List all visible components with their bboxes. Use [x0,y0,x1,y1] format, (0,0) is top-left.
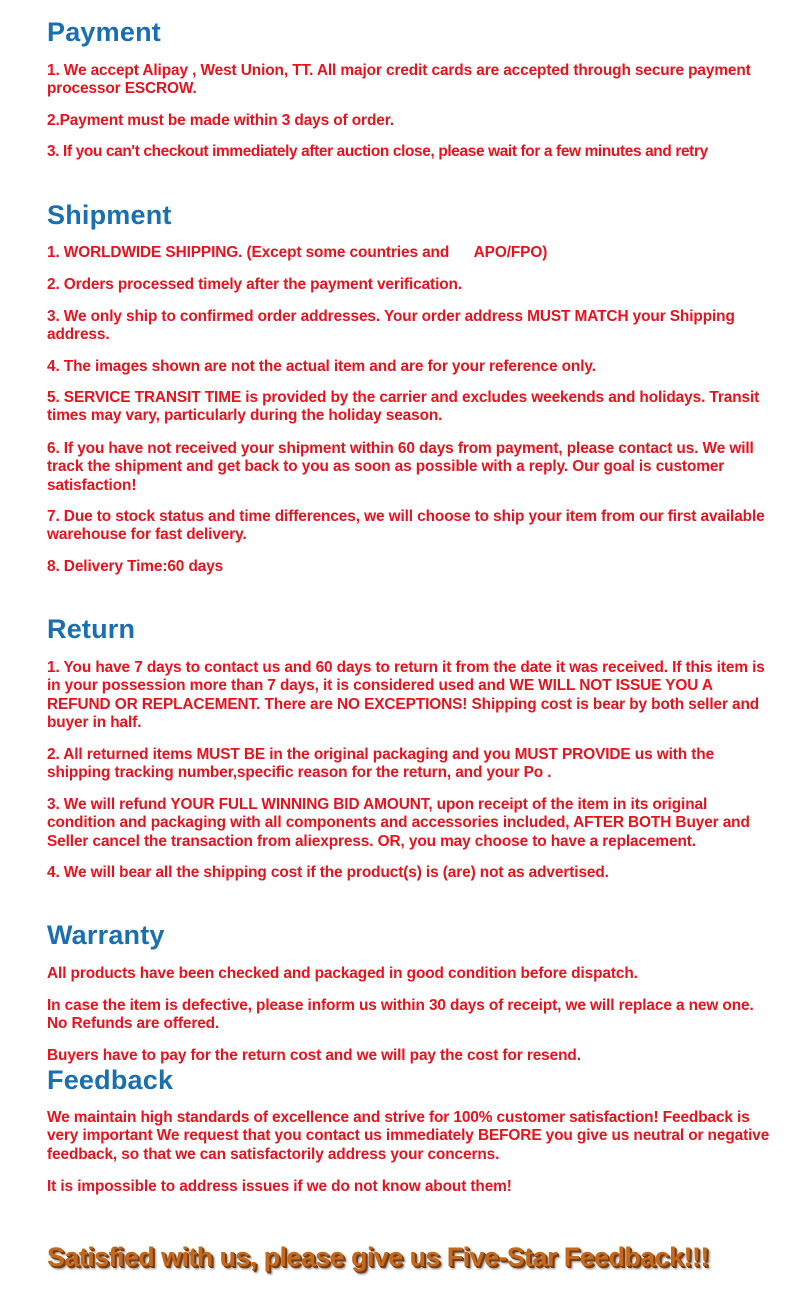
payment-heading: Payment [47,17,161,47]
warranty-item-2: In case the item is defective, please inform us within 30 days of receipt, we will replace a new one. No Refunds are offered. [47,997,754,1033]
shipment-item-4: 4. The images shown are not the actual item and are for your reference only. [47,358,596,375]
payment-item-1: 1. We accept Alipay , West Union, TT. All major credit cards are accepted through secure payment processor ESCROW. [47,62,751,98]
return-item-1: 1. You have 7 days to contact us and 60 days to return it from the date it was received. If this item is in your possession more than 7 days, it is considered used and WE WILL NOT ISSUE YOU A REFUND OR REPLACEMENT. There are NO EXCEPTIONS! Shipping cost is bear by both seller and buyer in half. [47,659,765,731]
warranty-heading: Warranty [47,920,165,950]
return-heading: Return [47,614,136,644]
shipment-item-7: 7. Due to stock status and time differences, we will choose to ship your item from our first available warehouse for fast delivery. [47,508,765,544]
feedback-heading: Feedback [47,1065,174,1095]
shipment-item-6: 6. If you have not received your shipment within 60 days from payment, please contact us. We will track the shipment and get back to you as soon as possible with a reply. Our goal is customer satisfaction! [47,440,754,494]
shipment-heading: Shipment [47,200,172,230]
warranty-item-1: All products have been checked and packaged in good condition before dispatch. [47,965,638,982]
payment-item-3: 3. If you can't checkout immediately after auction close, please wait for a few minutes and retry [47,143,708,160]
return-item-3: 3. We will refund YOUR FULL WINNING BID AMOUNT, upon receipt of the item in its original condition and packaging with all components and accessories included, AFTER BOTH Buyer and Seller cancel the transaction from aliexpress. OR, you may choose to have a replacement. [47,796,750,850]
shipment-item-2: 2. Orders processed timely after the payment verification. [47,276,463,293]
shipment-item-8: 8. Delivery Time:60 days [47,558,224,575]
feedback-item-1: We maintain high standards of excellence and strive for 100% customer satisfaction! Feedback is very important We request that you contact us immediately BEFORE you give us neutral or negative feedback, so that we can satisfactorily address your concerns. [47,1109,770,1163]
shipment-item-3: 3. We only ship to confirmed order addresses. Your order address MUST MATCH your Shipping address. [47,308,735,344]
shipment-item-5: 5. SERVICE TRANSIT TIME is provided by the carrier and excludes weekends and holidays. Transit times may vary, particularly during the holiday season. [47,389,760,425]
return-item-4: 4. We will bear all the shipping cost if the product(s) is (are) not as advertised. [47,864,609,881]
warranty-item-3: Buyers have to pay for the return cost and we will pay the cost for resend. [47,1047,581,1064]
shipment-item-1: 1. WORLDWIDE SHIPPING. (Except some countries and APO/FPO) [47,244,548,261]
five-star-feedback-banner: Satisfied with us, please give us Five-Star Feedback!!! [47,1242,709,1272]
feedback-item-2: It is impossible to address issues if we do not know about them! [47,1178,512,1195]
return-item-2: 2. All returned items MUST BE in the original packaging and you MUST PROVIDE us with the shipping tracking number,specific reason for the return, and your Po . [47,746,715,782]
payment-item-2: 2.Payment must be made within 3 days of order. [47,112,394,129]
